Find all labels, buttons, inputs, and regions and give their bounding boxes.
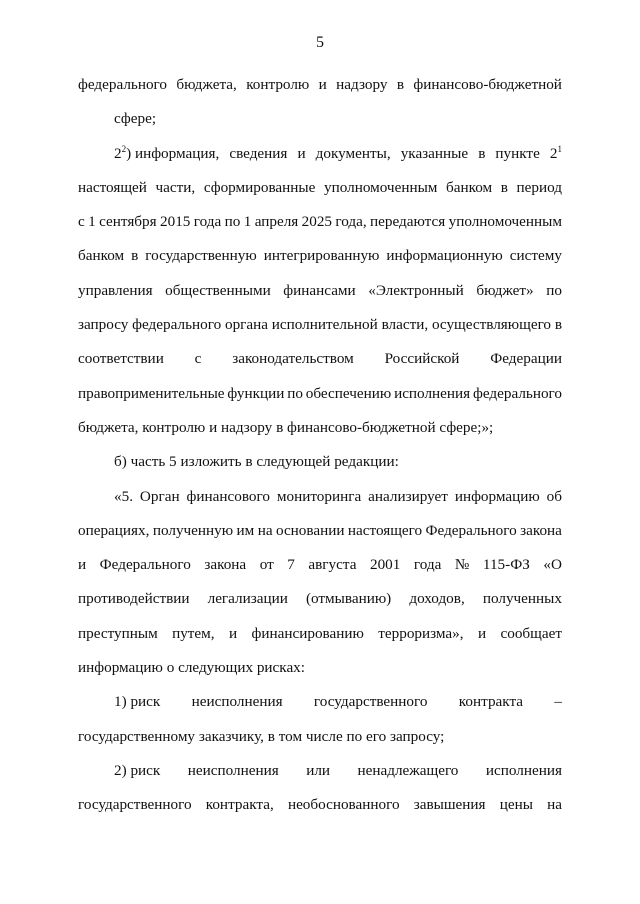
- word: интегрированную: [263, 247, 380, 265]
- word: соответствии: [78, 350, 164, 368]
- word: органа: [224, 316, 268, 334]
- word: августа: [308, 556, 357, 574]
- word: государственную: [145, 247, 257, 265]
- word: –: [554, 693, 562, 711]
- word: 1: [88, 213, 96, 231]
- word: финансами: [283, 281, 356, 299]
- word: информацию: [454, 487, 540, 505]
- word: в: [500, 178, 508, 196]
- word: банком: [78, 247, 125, 265]
- text-line: [78, 102, 562, 136]
- word: 7: [287, 556, 295, 574]
- word: года: [413, 556, 442, 574]
- word: контракта,: [205, 796, 274, 814]
- word: по: [224, 213, 241, 231]
- word: функции: [227, 384, 285, 402]
- word: сентября: [99, 213, 157, 231]
- word: с: [194, 350, 202, 368]
- word: по: [546, 281, 562, 299]
- word: уполномоченным: [448, 213, 562, 231]
- list-item-number: $2^2$) информация,: [114, 143, 220, 162]
- text-line: [78, 68, 562, 102]
- word: преступным: [78, 624, 158, 642]
- word: полученных: [482, 590, 562, 608]
- reference-number: $2^1$: [549, 143, 562, 162]
- word: им: [236, 521, 255, 539]
- word: завышения: [413, 796, 486, 814]
- word: и: [78, 556, 87, 574]
- text-line: [78, 274, 562, 308]
- word: года: [193, 213, 222, 231]
- word: банком: [446, 178, 493, 196]
- word: операциях,: [78, 521, 150, 539]
- word: неисполнения: [187, 761, 279, 779]
- page-number: 5: [316, 34, 324, 51]
- word: терроризма»,: [378, 624, 464, 642]
- text-line: [78, 685, 562, 719]
- word: от: [259, 556, 274, 574]
- word: об: [546, 487, 562, 505]
- word: 2) риск: [114, 761, 161, 779]
- word: федерального: [78, 76, 167, 93]
- text-line: [78, 582, 562, 616]
- word: неисполнения: [191, 693, 283, 711]
- word: на: [547, 796, 562, 814]
- word: власти,: [381, 316, 429, 334]
- word: №: [454, 556, 470, 574]
- text-line: [78, 548, 562, 582]
- text-line: [78, 411, 562, 445]
- text-line: [78, 651, 562, 685]
- word: 115-ФЗ: [482, 556, 530, 574]
- text-line: [78, 788, 562, 822]
- word: с: [78, 213, 85, 231]
- word: 2025: [301, 213, 333, 231]
- word: путем,: [172, 624, 215, 642]
- word: настоящей: [78, 178, 147, 196]
- word: и: [477, 624, 487, 642]
- word: по: [287, 384, 303, 402]
- word: Федерального: [99, 556, 191, 574]
- word: сообщает: [500, 624, 562, 642]
- word: Орган: [139, 487, 180, 505]
- word: части,: [155, 178, 196, 196]
- text-line: [78, 171, 562, 205]
- text-line: [78, 445, 562, 479]
- word: в: [478, 144, 486, 162]
- word: исполнения: [485, 761, 562, 779]
- word: период: [516, 178, 562, 196]
- word: информационную: [386, 247, 503, 265]
- text-line: [78, 342, 562, 376]
- word: и: [318, 76, 327, 93]
- document-body: [78, 68, 562, 823]
- word: анализирует: [368, 487, 448, 505]
- text-line: [78, 754, 562, 788]
- word: исполнения: [394, 384, 471, 402]
- word: или: [306, 761, 331, 779]
- word: полученную: [152, 521, 234, 539]
- word: исполнительной: [271, 316, 378, 334]
- word: года,: [335, 213, 367, 231]
- word: правоприменительные: [78, 384, 225, 402]
- word: Федерации: [490, 350, 562, 368]
- word: финансированию: [251, 624, 364, 642]
- word: надзору: [336, 76, 388, 93]
- word: федерального: [132, 316, 222, 334]
- word: документы,: [315, 144, 391, 162]
- word: законодательством: [232, 350, 354, 368]
- word: «5.: [114, 487, 133, 505]
- word: общественными: [165, 281, 271, 299]
- word: и: [297, 144, 306, 162]
- word: закона: [204, 556, 247, 574]
- word: 1: [243, 213, 252, 231]
- word: указанные: [400, 144, 469, 162]
- word: сформированные: [203, 178, 316, 196]
- word: контракта: [458, 693, 524, 711]
- word: настоящего: [347, 521, 423, 539]
- word: передаются: [370, 213, 446, 231]
- word: бюджета, контролю и надзору в финансово-бюджетной сфере;»;: [78, 418, 494, 436]
- word: «О: [543, 556, 562, 574]
- word: «Электронный: [368, 281, 464, 299]
- word: сведения: [229, 144, 288, 162]
- word: 2015: [160, 213, 191, 231]
- text-line: [78, 617, 562, 651]
- word: федерального: [473, 384, 562, 402]
- word: б) часть 5 изложить в следующей редакции:: [114, 453, 399, 471]
- word: пункте: [495, 144, 540, 162]
- word: осуществляющего: [431, 316, 552, 334]
- word: (отмыванию): [305, 590, 392, 608]
- word: и: [228, 624, 238, 642]
- word: доходов,: [409, 590, 465, 608]
- word: апреля: [254, 213, 299, 231]
- word: цены: [499, 796, 533, 814]
- text-line: [78, 480, 562, 514]
- word: необоснованного: [287, 796, 400, 814]
- word: мониторинга: [276, 487, 362, 505]
- word: бюджет»: [476, 281, 534, 299]
- word: уполномоченным: [324, 178, 438, 196]
- word: запросу: [78, 316, 129, 334]
- word: противодействии: [78, 590, 190, 608]
- text-line: [78, 205, 562, 239]
- text-line: [78, 377, 562, 411]
- word: легализации: [207, 590, 288, 608]
- word: информацию о следующих рисках:: [78, 659, 305, 677]
- word: Российской: [384, 350, 460, 368]
- word: в: [131, 247, 139, 265]
- word: государственному заказчику, в том числе по его запросу;: [78, 727, 445, 745]
- word: систему: [509, 247, 562, 265]
- text-line: [78, 137, 562, 171]
- word: закона: [520, 521, 562, 539]
- word: управления: [78, 281, 153, 299]
- text-line: [78, 514, 562, 548]
- text-line: [78, 239, 562, 273]
- word: государственного: [313, 693, 428, 711]
- word: бюджета,: [176, 76, 237, 93]
- word: на: [257, 521, 273, 539]
- word: основании: [275, 521, 345, 539]
- word: сфере;: [114, 110, 157, 128]
- word: 1) риск: [114, 693, 161, 711]
- word: контролю: [246, 76, 310, 93]
- word: финансово-бюджетной: [413, 76, 562, 93]
- word: государственного: [78, 796, 192, 814]
- word: в: [554, 316, 562, 334]
- text-line: [78, 720, 562, 754]
- word: Федерального: [425, 521, 517, 539]
- word: финансового: [186, 487, 270, 505]
- text-line: [78, 308, 562, 342]
- word: 2001: [369, 556, 401, 574]
- word: обеспечению: [305, 384, 392, 402]
- word: ненадлежащего: [357, 761, 459, 779]
- word: в: [396, 76, 404, 93]
